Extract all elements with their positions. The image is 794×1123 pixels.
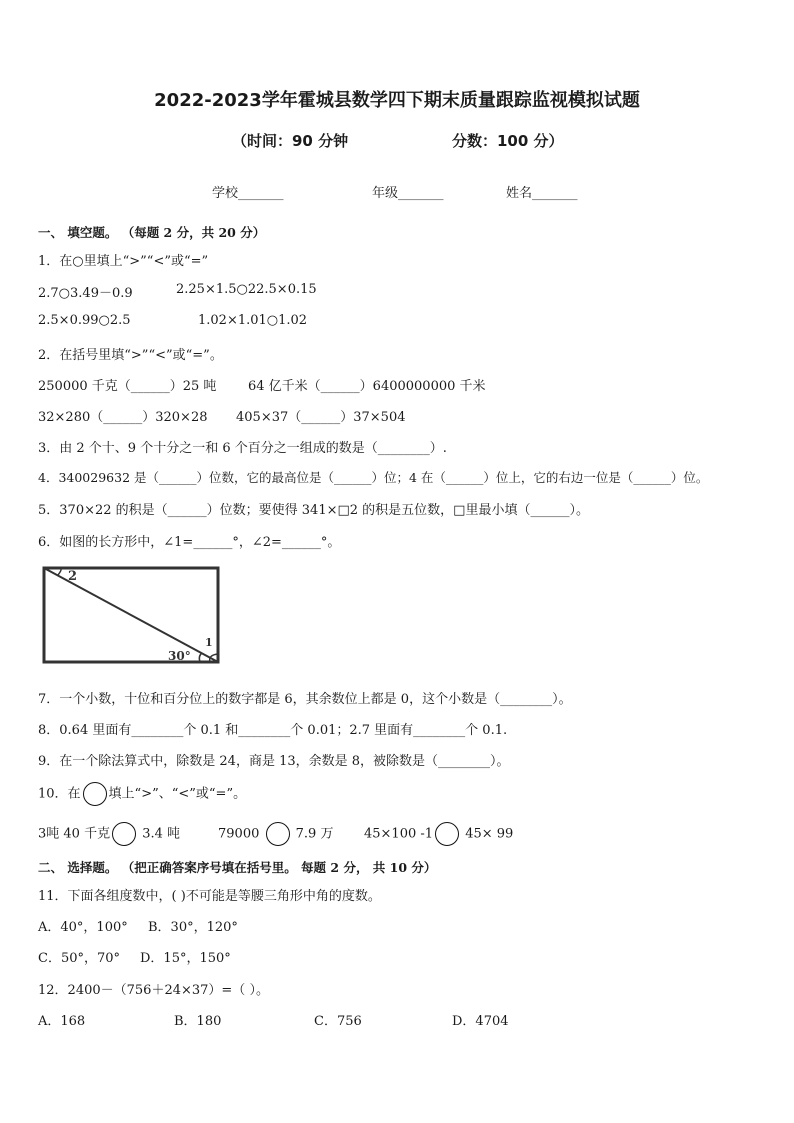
q10c-right: 45× 99 <box>465 826 514 842</box>
section-2-heading: 二、 选择题。 （把正确答案序号填在括号里。 每题 2 分， 共 10 分） <box>38 860 437 875</box>
q2-item-d: 405×37（______）37×504 <box>236 410 406 425</box>
q12-option-a[interactable]: A．168 <box>38 1014 86 1029</box>
grade-field: 年级_______ <box>372 186 444 201</box>
q10-item-b <box>218 822 333 846</box>
exam-score: 分数：100 分） <box>452 132 564 150</box>
q11-option-a[interactable]: A．40°，100° <box>38 920 128 935</box>
q10-suffix: 填上“>”、“<”或“=”。 <box>108 786 247 802</box>
answer-circle-icon[interactable] <box>266 822 290 846</box>
question-11: 11．下面各组度数中，( )不可能是等腰三角形中角的度数。 <box>38 889 381 904</box>
q12-option-b[interactable]: B．180 <box>174 1014 222 1029</box>
angle-2-label: 2 <box>68 569 78 584</box>
exam-time: （时间：90 分钟 <box>232 132 349 150</box>
question-2: 2．在括号里填“>”“<”或“=”。 <box>38 348 223 363</box>
question-7: 7．一个小数，十位和百分位上的数字都是 6，其余数位上都是 0，这个小数是（________）。 <box>38 692 572 707</box>
q2-item-c: 32×280（______）320×28 <box>38 410 208 425</box>
answer-circle-icon <box>83 782 107 806</box>
q10c-left: 45×100 -1 <box>364 826 434 842</box>
question-3: 3．由 2 个十、9 个十分之一和 6 个百分之一组成的数是（________）. <box>38 441 447 456</box>
q1-item-c: 2.5×0.99○2.5 <box>38 313 131 328</box>
section-1-heading: 一、 填空题。 （每题 2 分，共 20 分） <box>38 225 266 240</box>
q11-option-d[interactable]: D．15°，150° <box>140 951 231 966</box>
question-6: 6．如图的长方形中，∠1=______°，∠2=______°。 <box>38 535 341 550</box>
school-field: 学校_______ <box>212 186 284 201</box>
rectangle-figure <box>40 564 224 668</box>
name-field: 姓名_______ <box>506 186 578 201</box>
question-4: 4．340029632 是（______）位数，它的最高位是（______）位；4 在（______）位上，它的右边一位是（______）位。 <box>38 470 709 485</box>
q11-option-c[interactable]: C．50°，70° <box>38 951 121 966</box>
question-12: 12．2400－（756＋24×37）=（ ）。 <box>38 983 269 998</box>
q12-option-d[interactable]: D．4704 <box>452 1014 509 1029</box>
page-title: 2022-2023学年霍城县数学四下期末质量跟踪监视模拟试题 <box>154 90 640 111</box>
q10a-right: 3.4 吨 <box>142 826 181 842</box>
q1-item-a: 2.7○3.49－0.9 <box>38 286 133 301</box>
q2-item-a: 250000 千克（______）25 吨 <box>38 379 217 394</box>
answer-circle-icon[interactable] <box>435 822 459 846</box>
q10b-right: 7.9 万 <box>295 826 334 842</box>
q10a-left: 3吨 40 千克 <box>38 826 111 842</box>
q10-item-c <box>364 822 513 846</box>
answer-circle-icon[interactable] <box>112 822 136 846</box>
q2-item-b: 64 亿千米（______）6400000000 千米 <box>248 379 486 394</box>
question-10 <box>38 782 246 806</box>
angle-30-label: 30° <box>168 649 191 663</box>
q1-item-b: 2.25×1.5○22.5×0.15 <box>176 282 317 297</box>
q10b-left: 79000 <box>218 826 260 842</box>
q10-prefix: 10．在 <box>38 786 81 802</box>
q1-item-d: 1.02×1.01○1.02 <box>198 313 308 328</box>
q11-option-b[interactable]: B．30°，120° <box>148 920 238 935</box>
q12-option-c[interactable]: C．756 <box>314 1014 362 1029</box>
question-1: 1．在○里填上“>”“<”或“=” <box>38 254 209 269</box>
question-9: 9．在一个除法算式中，除数是 24，商是 13，余数是 8，被除数是（________）。 <box>38 754 510 769</box>
question-5: 5．370×22 的积是（______）位数；要使得 341×□2 的积是五位数，□里最小填（______）。 <box>38 503 589 518</box>
angle-1-label: 1 <box>205 636 213 649</box>
q10-item-a <box>38 822 180 846</box>
question-8: 8．0.64 里面有________个 0.1 和________个 0.01；2.7 里面有________个 0.1. <box>38 723 508 738</box>
